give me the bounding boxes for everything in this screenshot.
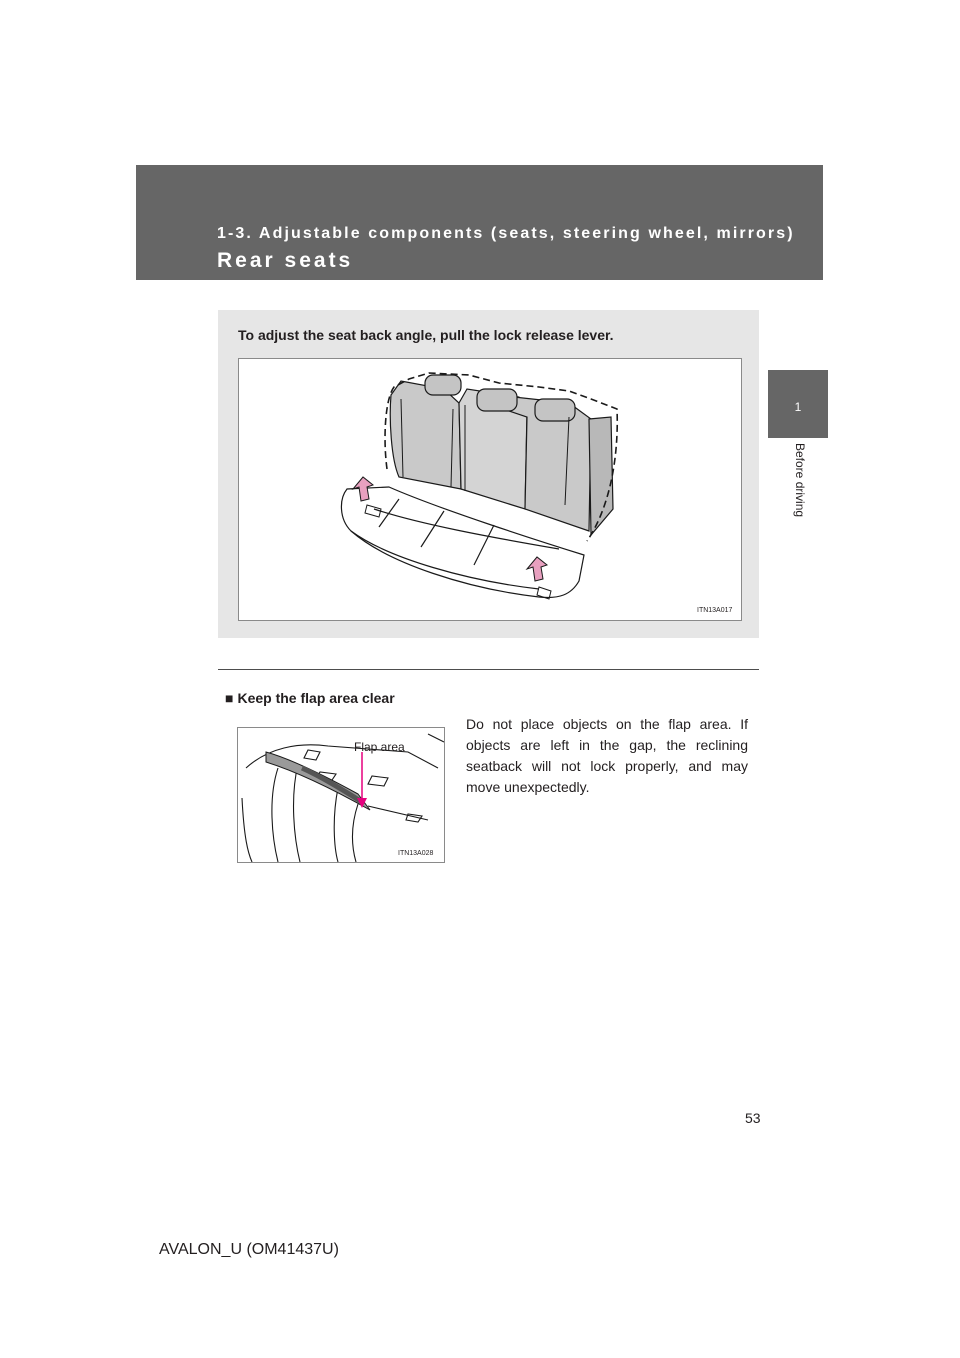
chapter-header: [136, 165, 823, 280]
flap-area-illustration: [237, 727, 445, 863]
section-divider: [218, 669, 759, 670]
chapter-label: Before driving: [793, 443, 807, 518]
subsection-heading: [225, 690, 395, 706]
flap-area-drawing: [238, 728, 444, 862]
chapter-number: 1: [794, 400, 802, 414]
figure-code: ITN13A028: [398, 850, 434, 857]
chapter-tab: [768, 370, 828, 438]
instruction-caption: To adjust the seat back angle, pull the lock release lever.: [238, 327, 614, 343]
rear-seat-drawing: [239, 359, 741, 620]
square-bullet-icon: ■: [225, 690, 234, 706]
figure-code: ITN13A017: [697, 607, 733, 614]
instruction-panel: [218, 310, 759, 638]
chapter-tab-label-area: [768, 440, 828, 560]
document-footer: AVALON_U (OM41437U): [159, 1241, 339, 1258]
subsection-title: Keep the flap area clear: [237, 690, 395, 706]
page-title: Rear seats: [217, 249, 354, 272]
flap-area-callout: Flap area: [354, 740, 405, 754]
section-title: 1-3. Adjustable components (seats, steering wheel, mirrors): [217, 225, 795, 242]
page-number: 53: [745, 1110, 761, 1126]
rear-seat-illustration: [238, 358, 742, 621]
flap-area-instructions: Do not place objects on the flap area. If objects are left in the gap, the reclining seatback will not lock properly, and may move unexpectedly.: [466, 716, 748, 795]
